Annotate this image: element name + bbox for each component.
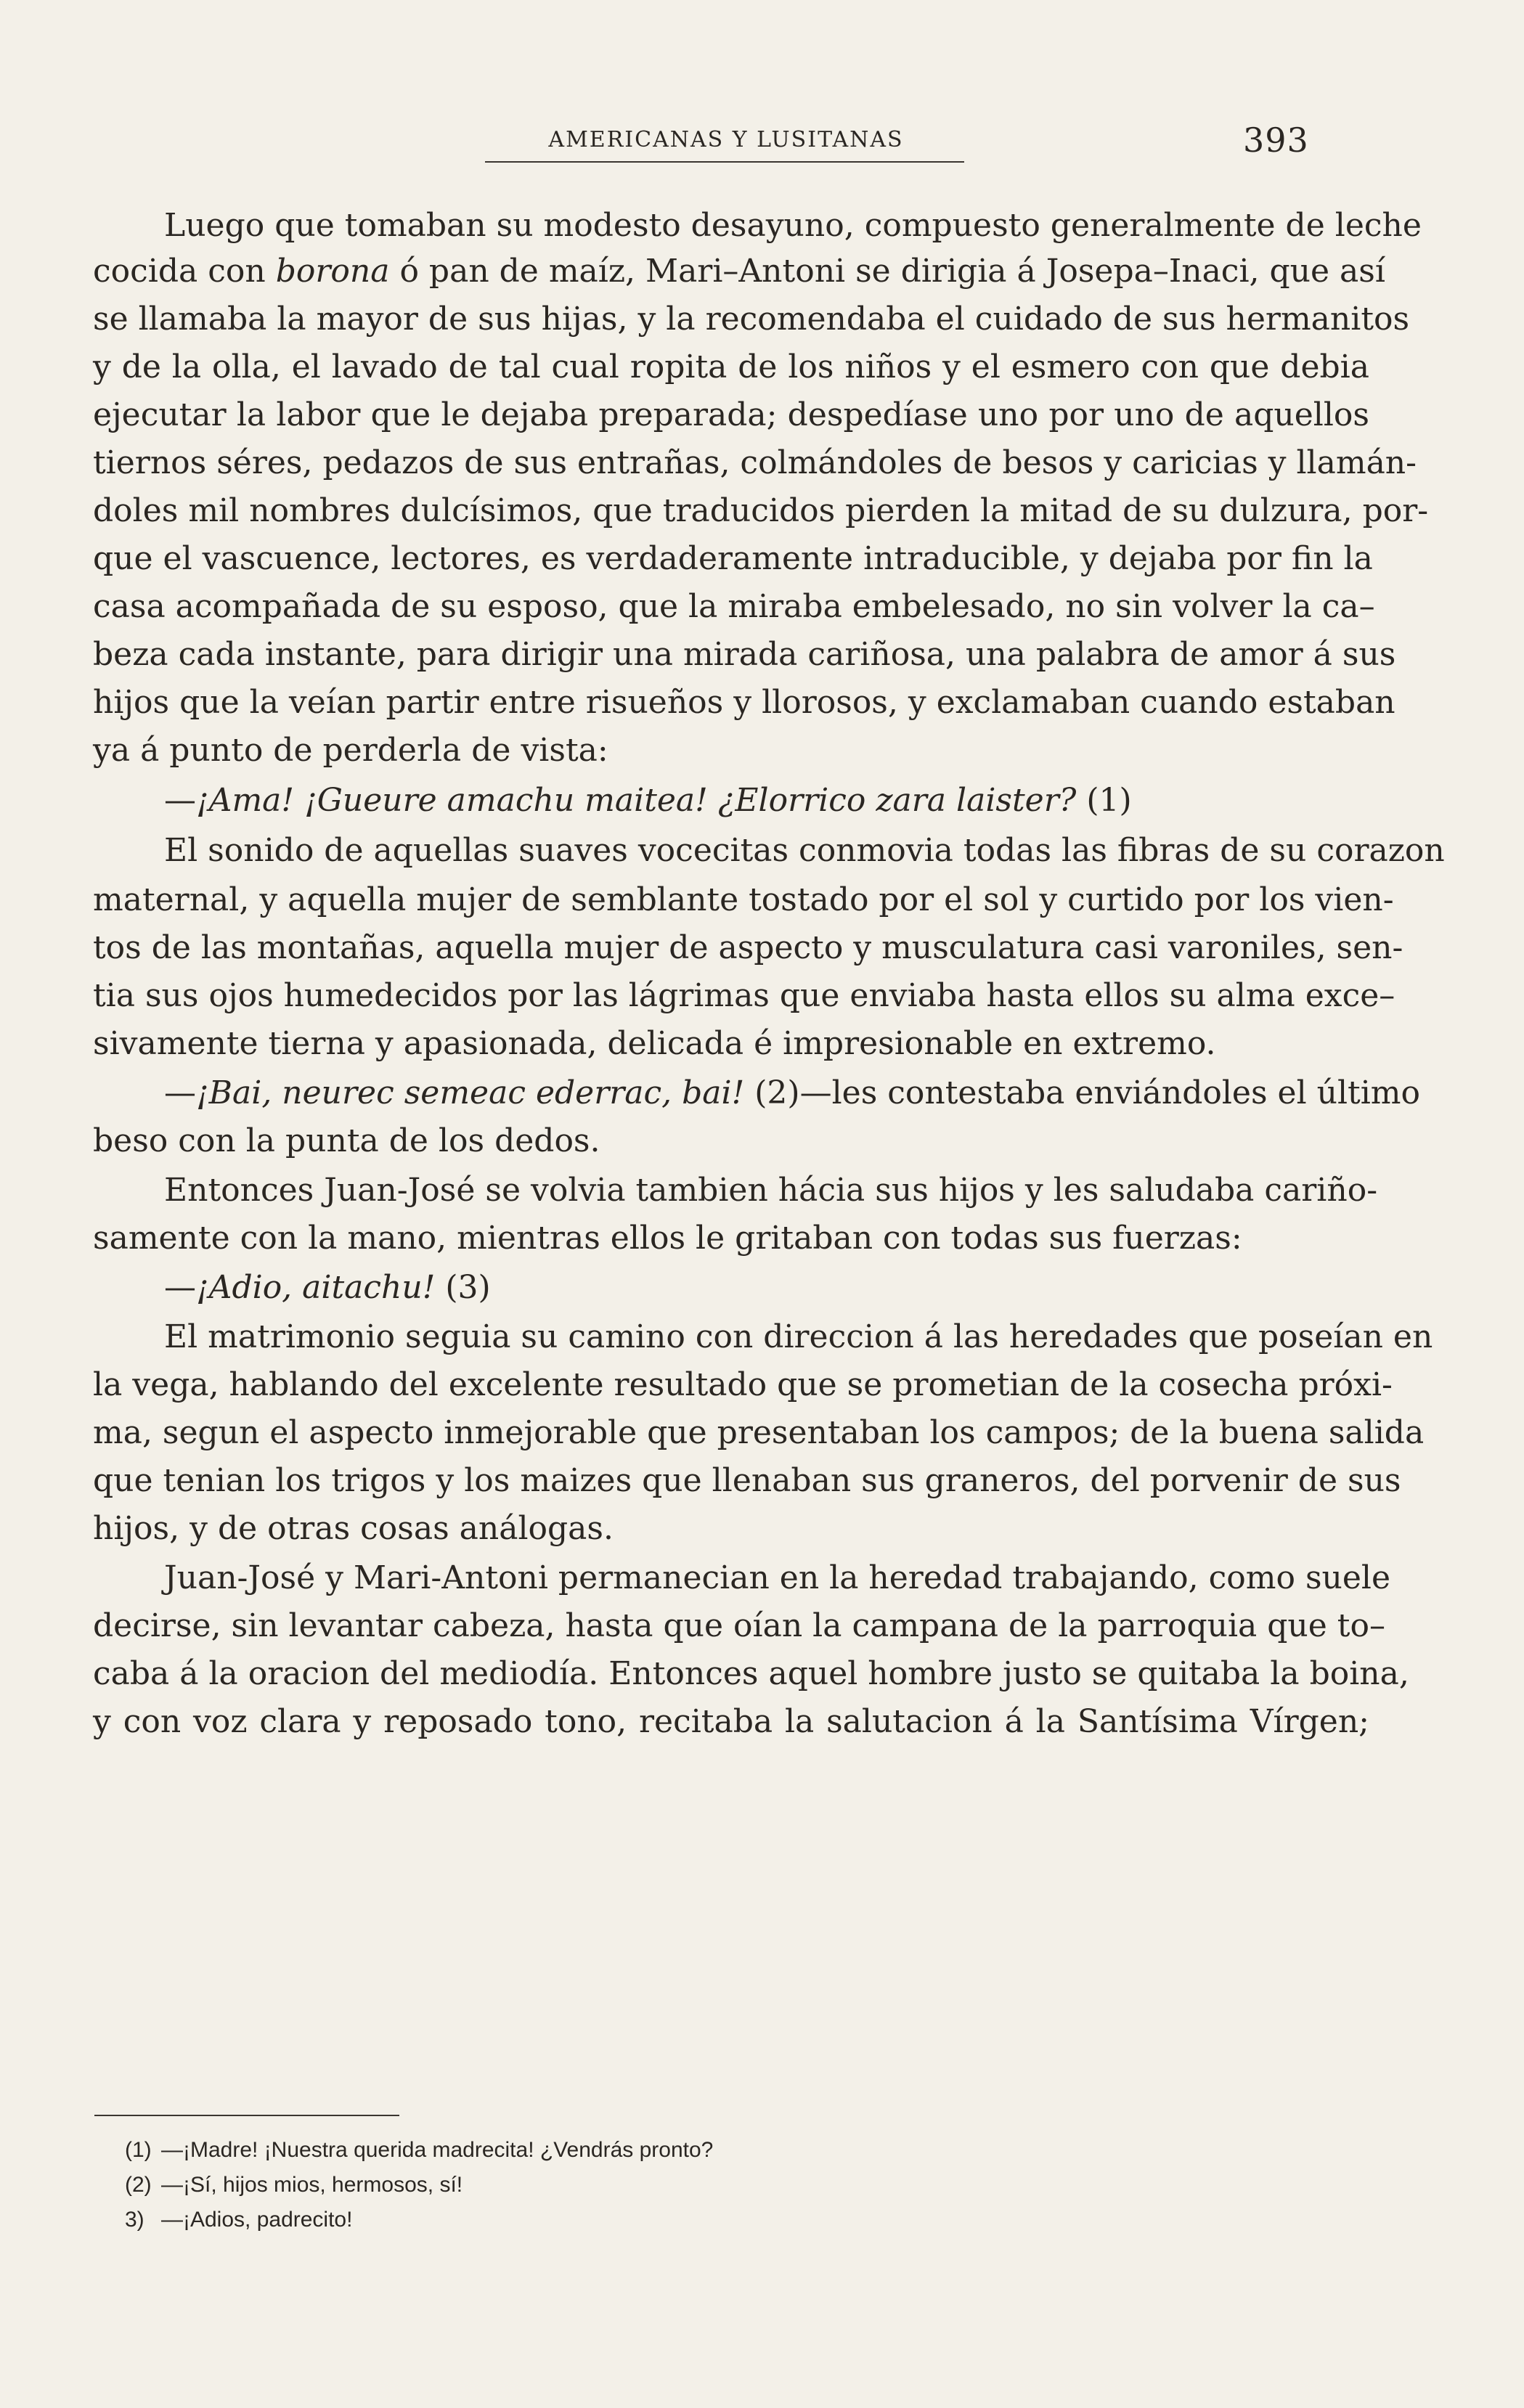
- text-line: y con voz clara y reposado tono, recitaba la salutacion á la Santísima Vírgen;: [93, 1703, 1369, 1740]
- text-line: tia sus ojos humedecidos por las lágrimas que enviaba hasta ellos su alma exce–: [93, 977, 1395, 1014]
- text-line: maternal, y aquella mujer de semblante tostado por el sol y curtido por los vien-: [93, 881, 1394, 918]
- header-rule: [485, 161, 964, 163]
- text-line: El sonido de aquellas suaves vocecitas conmovia todas las fibras de su corazon: [164, 832, 1445, 869]
- text-line: ejecutar la labor que le dejaba preparada; despedíase uno por uno de aquellos: [93, 396, 1369, 433]
- running-title: AMERICANAS Y LUSITANAS: [548, 127, 904, 152]
- italic-term: borona: [275, 253, 390, 290]
- text-line: Luego que tomaban su modesto desayuno, compuesto generalmente de leche: [164, 207, 1422, 244]
- footnote-marker: (1): [125, 2138, 152, 2162]
- text-line: tiernos séres, pedazos de sus entrañas, colmándoles de besos y caricias y llamán-: [93, 444, 1417, 481]
- text-line: ya á punto de perderla de vista:: [93, 732, 608, 769]
- dialogue-line: —¡Ama! ¡Gueure amachu maitea! ¿Elorrico zara laister? (1): [164, 782, 1132, 819]
- text-line: se llamaba la mayor de sus hijas, y la recomendaba el cuidado de sus hermanitos: [93, 301, 1410, 338]
- text-line: que tenian los trigos y los maizes que llenaban sus graneros, del porvenir de sus: [93, 1462, 1401, 1499]
- text-line: que el vascuence, lectores, es verdaderamente intraducible, y dejaba por fin la: [93, 540, 1373, 577]
- footnote-rule: [94, 2115, 399, 2116]
- footnote-text: —¡Adios, padrecito!: [161, 2208, 353, 2232]
- text-line: beso con la punta de los dedos.: [93, 1122, 600, 1159]
- text-line: samente con la mano, mientras ellos le gritaban con todas sus fuerzas:: [93, 1220, 1242, 1257]
- text-line: hijos que la veían partir entre risueños y llorosos, y exclamaban cuando estaban: [93, 684, 1395, 721]
- text-line: decirse, sin levantar cabeza, hasta que oían la campana de la parroquia que to–: [93, 1607, 1385, 1644]
- page-number: 393: [1243, 121, 1309, 160]
- text-line: doles mil nombres dulcísimos, que traducidos pierden la mitad de su dulzura, por-: [93, 492, 1429, 529]
- text-line: la vega, hablando del excelente resultado que se prometian de la cosecha próxi-: [93, 1366, 1393, 1403]
- text-line: Entonces Juan-José se volvia tambien hácia sus hijos y les saludaba cariño-: [164, 1172, 1378, 1209]
- italic-dialogue: ¡Bai, neurec semeac ederrac, bai!: [196, 1074, 745, 1111]
- text-line: tos de las montañas, aquella mujer de aspecto y musculatura casi varoniles, sen-: [93, 929, 1403, 966]
- dialogue-line: —¡Bai, neurec semeac ederrac, bai! (2)—les contestaba enviándoles el último: [164, 1074, 1421, 1111]
- text-line: sivamente tierna y apasionada, delicada é impresionable en extremo.: [93, 1025, 1216, 1062]
- footnote-marker: 3): [125, 2208, 144, 2232]
- text-line: cocida con borona ó pan de maíz, Mari–Antoni se dirigia á Josepa–Inaci, que así: [93, 253, 1385, 290]
- italic-dialogue: ¡Adio, aitachu!: [196, 1269, 436, 1306]
- text-line: Juan-José y Mari-Antoni permanecian en la heredad trabajando, como suele: [164, 1559, 1391, 1596]
- text-line: El matrimonio seguia su camino con direccion á las heredades que poseían en: [164, 1318, 1433, 1355]
- footnote-text: —¡Sí, hijos mios, hermosos, sí!: [161, 2173, 463, 2197]
- italic-dialogue: ¡Ama! ¡Gueure amachu maitea! ¿Elorrico zara laister?: [196, 782, 1077, 819]
- text-line: hijos, y de otras cosas análogas.: [93, 1510, 614, 1547]
- text-line: y de la olla, el lavado de tal cual ropita de los niños y el esmero con que debia: [93, 348, 1369, 385]
- text-line: beza cada instante, para dirigir una mirada cariñosa, una palabra de amor á sus: [93, 636, 1396, 673]
- text-line: ma, segun el aspecto inmejorable que presentaban los campos; de la buena salida: [93, 1414, 1425, 1451]
- footnote-marker: (2): [125, 2173, 152, 2197]
- text-line: caba á la oracion del mediodía. Entonces aquel hombre justo se quitaba la boina,: [93, 1655, 1409, 1692]
- text-line: casa acompañada de su esposo, que la miraba embelesado, no sin volver la ca–: [93, 588, 1375, 625]
- footnote-text: —¡Madre! ¡Nuestra querida madrecita! ¿Vendrás pronto?: [161, 2138, 714, 2162]
- dialogue-line: —¡Adio, aitachu! (3): [164, 1269, 491, 1306]
